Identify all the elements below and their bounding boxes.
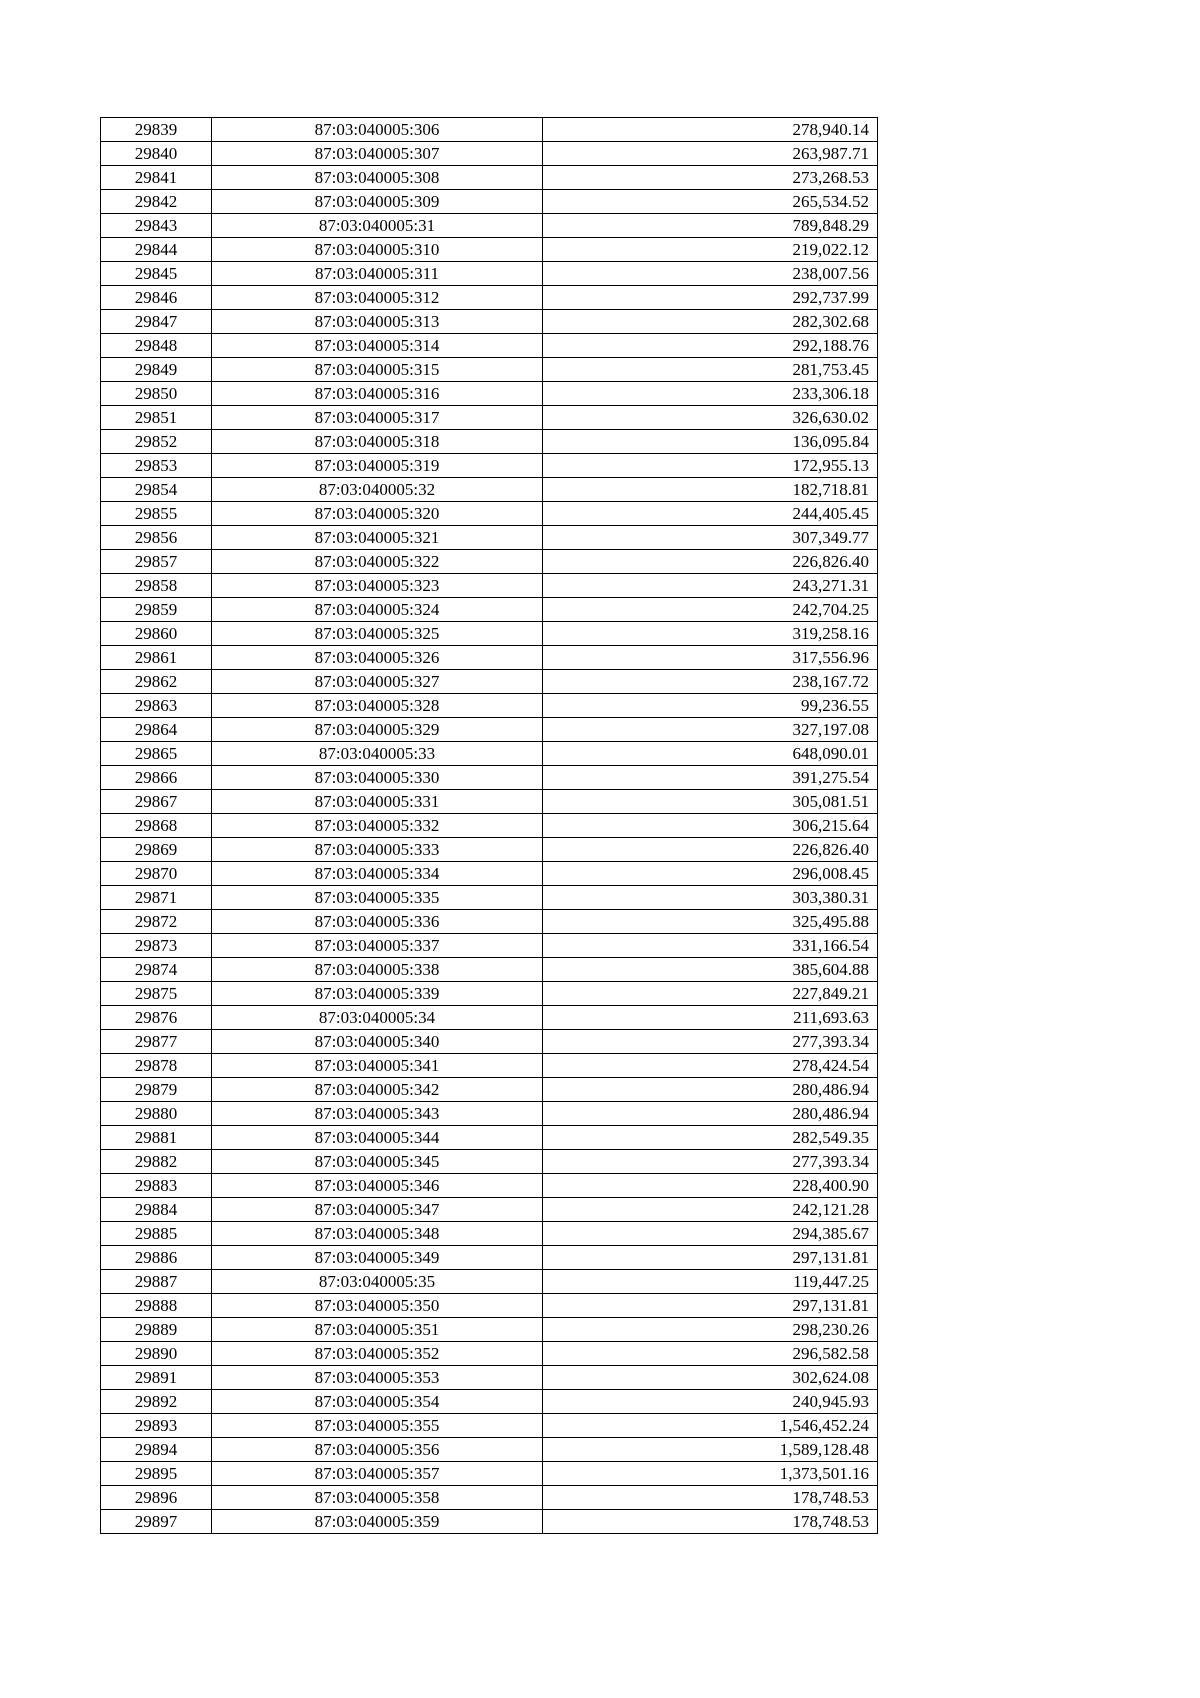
value-cell: 178,748.53 (543, 1510, 878, 1534)
cadastral-number-cell: 87:03:040005:306 (212, 118, 543, 142)
cadastral-number-cell: 87:03:040005:352 (212, 1342, 543, 1366)
row-number-cell: 29864 (101, 718, 212, 742)
table-row (101, 1462, 878, 1486)
table-row (101, 1150, 878, 1174)
row-number-cell: 29858 (101, 574, 212, 598)
cadastral-number-cell: 87:03:040005:33 (212, 742, 543, 766)
value-cell: 326,630.02 (543, 406, 878, 430)
value-cell: 1,546,452.24 (543, 1414, 878, 1438)
value-cell: 242,704.25 (543, 598, 878, 622)
value-cell: 243,271.31 (543, 574, 878, 598)
cadastral-number-cell: 87:03:040005:314 (212, 334, 543, 358)
row-number-cell: 29843 (101, 214, 212, 238)
value-cell: 296,008.45 (543, 862, 878, 886)
value-cell: 278,424.54 (543, 1054, 878, 1078)
cadastral-number-cell: 87:03:040005:335 (212, 886, 543, 910)
cadastral-number-cell: 87:03:040005:333 (212, 838, 543, 862)
table-row (101, 526, 878, 550)
cadastral-number-cell: 87:03:040005:309 (212, 190, 543, 214)
table-row (101, 1342, 878, 1366)
table-row (101, 838, 878, 862)
table-row (101, 790, 878, 814)
row-number-cell: 29895 (101, 1462, 212, 1486)
cadastral-number-cell: 87:03:040005:34 (212, 1006, 543, 1030)
cadastral-number-cell: 87:03:040005:332 (212, 814, 543, 838)
row-number-cell: 29847 (101, 310, 212, 334)
row-number-cell: 29874 (101, 958, 212, 982)
table-row (101, 1390, 878, 1414)
row-number-cell: 29886 (101, 1246, 212, 1270)
cadastral-number-cell: 87:03:040005:357 (212, 1462, 543, 1486)
row-number-cell: 29840 (101, 142, 212, 166)
row-number-cell: 29861 (101, 646, 212, 670)
table-row (101, 958, 878, 982)
table-row (101, 358, 878, 382)
value-cell: 282,549.35 (543, 1126, 878, 1150)
row-number-cell: 29853 (101, 454, 212, 478)
table-row (101, 238, 878, 262)
cadastral-number-cell: 87:03:040005:324 (212, 598, 543, 622)
table-row (101, 910, 878, 934)
row-number-cell: 29845 (101, 262, 212, 286)
cadastral-number-cell: 87:03:040005:323 (212, 574, 543, 598)
value-cell: 172,955.13 (543, 454, 878, 478)
table-row (101, 982, 878, 1006)
row-number-cell: 29850 (101, 382, 212, 406)
value-cell: 178,748.53 (543, 1486, 878, 1510)
table-row (101, 862, 878, 886)
value-cell: 281,753.45 (543, 358, 878, 382)
value-cell: 280,486.94 (543, 1102, 878, 1126)
row-number-cell: 29888 (101, 1294, 212, 1318)
table-row (101, 1414, 878, 1438)
row-number-cell: 29857 (101, 550, 212, 574)
value-cell: 244,405.45 (543, 502, 878, 526)
value-cell: 228,400.90 (543, 1174, 878, 1198)
value-cell: 233,306.18 (543, 382, 878, 406)
table-row (101, 1198, 878, 1222)
value-cell: 226,826.40 (543, 838, 878, 862)
value-cell: 317,556.96 (543, 646, 878, 670)
cadastral-number-cell: 87:03:040005:349 (212, 1246, 543, 1270)
cadastral-number-cell: 87:03:040005:329 (212, 718, 543, 742)
value-cell: 298,230.26 (543, 1318, 878, 1342)
value-cell: 277,393.34 (543, 1030, 878, 1054)
cadastral-number-cell: 87:03:040005:346 (212, 1174, 543, 1198)
row-number-cell: 29851 (101, 406, 212, 430)
value-cell: 280,486.94 (543, 1078, 878, 1102)
row-number-cell: 29839 (101, 118, 212, 142)
table-row (101, 694, 878, 718)
cadastral-number-cell: 87:03:040005:358 (212, 1486, 543, 1510)
cadastral-number-cell: 87:03:040005:308 (212, 166, 543, 190)
cadastral-number-cell: 87:03:040005:312 (212, 286, 543, 310)
table-row (101, 502, 878, 526)
table-row (101, 718, 878, 742)
row-number-cell: 29844 (101, 238, 212, 262)
row-number-cell: 29846 (101, 286, 212, 310)
row-number-cell: 29891 (101, 1366, 212, 1390)
value-cell: 238,167.72 (543, 670, 878, 694)
cadastral-number-cell: 87:03:040005:319 (212, 454, 543, 478)
row-number-cell: 29869 (101, 838, 212, 862)
table-row (101, 1510, 878, 1534)
cadastral-number-cell: 87:03:040005:330 (212, 766, 543, 790)
row-number-cell: 29882 (101, 1150, 212, 1174)
table-row (101, 406, 878, 430)
table-row (101, 1030, 878, 1054)
row-number-cell: 29871 (101, 886, 212, 910)
value-cell: 391,275.54 (543, 766, 878, 790)
value-cell: 297,131.81 (543, 1294, 878, 1318)
table-row (101, 1222, 878, 1246)
value-cell: 263,987.71 (543, 142, 878, 166)
cadastral-number-cell: 87:03:040005:317 (212, 406, 543, 430)
table-row (101, 430, 878, 454)
row-number-cell: 29849 (101, 358, 212, 382)
cadastral-number-cell: 87:03:040005:313 (212, 310, 543, 334)
cadastral-number-cell: 87:03:040005:328 (212, 694, 543, 718)
cadastral-number-cell: 87:03:040005:32 (212, 478, 543, 502)
cadastral-number-cell: 87:03:040005:315 (212, 358, 543, 382)
row-number-cell: 29877 (101, 1030, 212, 1054)
table-row (101, 478, 878, 502)
table-row (101, 262, 878, 286)
row-number-cell: 29883 (101, 1174, 212, 1198)
value-cell: 99,236.55 (543, 694, 878, 718)
table-row (101, 670, 878, 694)
row-number-cell: 29856 (101, 526, 212, 550)
row-number-cell: 29870 (101, 862, 212, 886)
value-cell: 1,373,501.16 (543, 1462, 878, 1486)
cadastral-number-cell: 87:03:040005:321 (212, 526, 543, 550)
row-number-cell: 29860 (101, 622, 212, 646)
value-cell: 325,495.88 (543, 910, 878, 934)
table-row (101, 214, 878, 238)
table-row (101, 766, 878, 790)
value-cell: 296,582.58 (543, 1342, 878, 1366)
table-row (101, 598, 878, 622)
row-number-cell: 29894 (101, 1438, 212, 1462)
value-cell: 136,095.84 (543, 430, 878, 454)
value-cell: 238,007.56 (543, 262, 878, 286)
row-number-cell: 29881 (101, 1126, 212, 1150)
value-cell: 303,380.31 (543, 886, 878, 910)
value-cell: 297,131.81 (543, 1246, 878, 1270)
cadastral-number-cell: 87:03:040005:345 (212, 1150, 543, 1174)
value-cell: 182,718.81 (543, 478, 878, 502)
cadastral-number-cell: 87:03:040005:344 (212, 1126, 543, 1150)
table-row (101, 742, 878, 766)
table-row (101, 1486, 878, 1510)
table-row (101, 646, 878, 670)
value-cell: 331,166.54 (543, 934, 878, 958)
table-row (101, 310, 878, 334)
row-number-cell: 29893 (101, 1414, 212, 1438)
value-cell: 227,849.21 (543, 982, 878, 1006)
value-cell: 385,604.88 (543, 958, 878, 982)
table-row (101, 1102, 878, 1126)
table-row (101, 382, 878, 406)
value-cell: 302,624.08 (543, 1366, 878, 1390)
cadastral-number-cell: 87:03:040005:350 (212, 1294, 543, 1318)
table-row (101, 622, 878, 646)
table-row (101, 190, 878, 214)
table-row (101, 1366, 878, 1390)
cadastral-number-cell: 87:03:040005:316 (212, 382, 543, 406)
row-number-cell: 29854 (101, 478, 212, 502)
table-row (101, 550, 878, 574)
table-row (101, 1294, 878, 1318)
row-number-cell: 29866 (101, 766, 212, 790)
cadastral-number-cell: 87:03:040005:326 (212, 646, 543, 670)
table-row (101, 286, 878, 310)
cadastral-number-cell: 87:03:040005:356 (212, 1438, 543, 1462)
cadastral-number-cell: 87:03:040005:336 (212, 910, 543, 934)
row-number-cell: 29875 (101, 982, 212, 1006)
row-number-cell: 29876 (101, 1006, 212, 1030)
cadastral-number-cell: 87:03:040005:339 (212, 982, 543, 1006)
row-number-cell: 29873 (101, 934, 212, 958)
cadastral-number-cell: 87:03:040005:334 (212, 862, 543, 886)
row-number-cell: 29841 (101, 166, 212, 190)
row-number-cell: 29867 (101, 790, 212, 814)
cadastral-number-cell: 87:03:040005:325 (212, 622, 543, 646)
table-row (101, 166, 878, 190)
value-cell: 242,121.28 (543, 1198, 878, 1222)
cadastral-number-cell: 87:03:040005:353 (212, 1366, 543, 1390)
cadastral-number-cell: 87:03:040005:341 (212, 1054, 543, 1078)
row-number-cell: 29842 (101, 190, 212, 214)
row-number-cell: 29852 (101, 430, 212, 454)
row-number-cell: 29879 (101, 1078, 212, 1102)
row-number-cell: 29859 (101, 598, 212, 622)
row-number-cell: 29880 (101, 1102, 212, 1126)
value-cell: 292,188.76 (543, 334, 878, 358)
table-row (101, 934, 878, 958)
cadastral-number-cell: 87:03:040005:343 (212, 1102, 543, 1126)
table-row (101, 1054, 878, 1078)
value-cell: 319,258.16 (543, 622, 878, 646)
cadastral-number-cell: 87:03:040005:331 (212, 790, 543, 814)
cadastral-number-cell: 87:03:040005:311 (212, 262, 543, 286)
cadastral-number-cell: 87:03:040005:307 (212, 142, 543, 166)
row-number-cell: 29862 (101, 670, 212, 694)
row-number-cell: 29896 (101, 1486, 212, 1510)
cadastral-number-cell: 87:03:040005:337 (212, 934, 543, 958)
table-row (101, 454, 878, 478)
row-number-cell: 29892 (101, 1390, 212, 1414)
row-number-cell: 29865 (101, 742, 212, 766)
cadastral-number-cell: 87:03:040005:347 (212, 1198, 543, 1222)
table-row (101, 1006, 878, 1030)
cadastral-number-cell: 87:03:040005:342 (212, 1078, 543, 1102)
table-row (101, 118, 878, 142)
cadastral-number-cell: 87:03:040005:35 (212, 1270, 543, 1294)
value-cell: 292,737.99 (543, 286, 878, 310)
row-number-cell: 29872 (101, 910, 212, 934)
value-cell: 119,447.25 (543, 1270, 878, 1294)
cadastral-number-cell: 87:03:040005:31 (212, 214, 543, 238)
table-row (101, 1270, 878, 1294)
row-number-cell: 29855 (101, 502, 212, 526)
table-row (101, 1174, 878, 1198)
cadastral-value-table (100, 117, 878, 1534)
cadastral-number-cell: 87:03:040005:322 (212, 550, 543, 574)
row-number-cell: 29889 (101, 1318, 212, 1342)
table-row (101, 142, 878, 166)
cadastral-number-cell: 87:03:040005:338 (212, 958, 543, 982)
row-number-cell: 29848 (101, 334, 212, 358)
value-cell: 277,393.34 (543, 1150, 878, 1174)
table-row (101, 886, 878, 910)
table-row (101, 1438, 878, 1462)
cadastral-number-cell: 87:03:040005:318 (212, 430, 543, 454)
row-number-cell: 29890 (101, 1342, 212, 1366)
value-cell: 648,090.01 (543, 742, 878, 766)
cadastral-number-cell: 87:03:040005:351 (212, 1318, 543, 1342)
row-number-cell: 29863 (101, 694, 212, 718)
row-number-cell: 29878 (101, 1054, 212, 1078)
value-cell: 265,534.52 (543, 190, 878, 214)
cadastral-number-cell: 87:03:040005:327 (212, 670, 543, 694)
value-cell: 294,385.67 (543, 1222, 878, 1246)
value-cell: 240,945.93 (543, 1390, 878, 1414)
value-cell: 307,349.77 (543, 526, 878, 550)
value-cell: 273,268.53 (543, 166, 878, 190)
table-row (101, 814, 878, 838)
table-row (101, 1246, 878, 1270)
value-cell: 282,302.68 (543, 310, 878, 334)
value-cell: 1,589,128.48 (543, 1438, 878, 1462)
value-cell: 219,022.12 (543, 238, 878, 262)
row-number-cell: 29887 (101, 1270, 212, 1294)
value-cell: 211,693.63 (543, 1006, 878, 1030)
table-row (101, 1126, 878, 1150)
value-cell: 327,197.08 (543, 718, 878, 742)
cadastral-number-cell: 87:03:040005:348 (212, 1222, 543, 1246)
table-row (101, 334, 878, 358)
row-number-cell: 29897 (101, 1510, 212, 1534)
row-number-cell: 29868 (101, 814, 212, 838)
table-row (101, 1078, 878, 1102)
row-number-cell: 29884 (101, 1198, 212, 1222)
value-cell: 226,826.40 (543, 550, 878, 574)
cadastral-number-cell: 87:03:040005:354 (212, 1390, 543, 1414)
value-cell: 305,081.51 (543, 790, 878, 814)
cadastral-number-cell: 87:03:040005:359 (212, 1510, 543, 1534)
value-cell: 278,940.14 (543, 118, 878, 142)
row-number-cell: 29885 (101, 1222, 212, 1246)
cadastral-number-cell: 87:03:040005:355 (212, 1414, 543, 1438)
cadastral-number-cell: 87:03:040005:310 (212, 238, 543, 262)
table-row (101, 574, 878, 598)
table-row (101, 1318, 878, 1342)
cadastral-number-cell: 87:03:040005:340 (212, 1030, 543, 1054)
table-body (101, 118, 878, 1534)
value-cell: 789,848.29 (543, 214, 878, 238)
value-cell: 306,215.64 (543, 814, 878, 838)
cadastral-number-cell: 87:03:040005:320 (212, 502, 543, 526)
